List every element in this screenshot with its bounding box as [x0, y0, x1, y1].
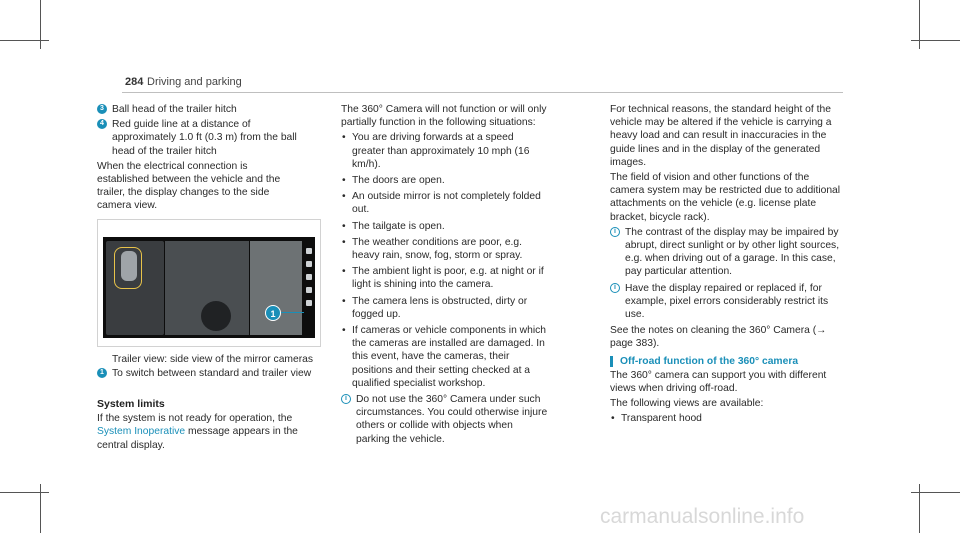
list-item	[97, 118, 301, 158]
paragraph: The 360° camera can support you with different views when driving off-road.	[610, 369, 827, 395]
text: message appears in the central display.	[97, 426, 298, 451]
figure-caption: Trailer view: side view of the mirror cameras	[112, 354, 314, 365]
column-3	[610, 103, 843, 429]
column-2	[341, 103, 549, 449]
text: If the system is not ready for operation, the	[97, 413, 293, 425]
number-badge: 4	[97, 119, 107, 129]
note	[610, 282, 843, 322]
paragraph: When the electrical connection is established between the vehicle and the trailer, the display changes to the side camera view.	[97, 160, 281, 212]
note	[610, 226, 843, 279]
mirror-camera-view	[250, 241, 302, 335]
car-icon	[121, 251, 137, 281]
column-1	[97, 103, 301, 215]
number-badge: 1	[97, 368, 107, 378]
crop-mark	[919, 0, 920, 49]
note	[341, 393, 549, 446]
paragraph: The following views are available:	[610, 398, 764, 410]
view-icon[interactable]	[306, 287, 312, 293]
number-badge: 3	[97, 104, 107, 114]
paragraph	[97, 412, 317, 452]
paragraph: For technical reasons, the standard height of the vehicle may be altered if the vehicle is carrying a heavy load and can result in inaccuracies in the guide lines and in the display of the generated images.	[610, 104, 832, 168]
figure-caption-area	[97, 353, 321, 382]
crop-mark	[0, 492, 49, 493]
bullet-list	[341, 131, 549, 390]
parking-icon[interactable]	[306, 248, 312, 254]
camera-figure	[97, 219, 321, 347]
paragraph: The field of vision and other functions of the camera system may be restricted due to additional attachments on the vehicle (e.g. license plate bracket, bicycle rack).	[610, 172, 841, 223]
note-text: Have the display repaired or replaced if, for example, pixel errors considerably restrict its use.	[625, 282, 829, 321]
bullet-item: • If cameras or vehicle components in which the cameras are installed are damaged. In this event, have the cameras, their positions and their setting checked at a qualified specialist workshop.	[341, 324, 549, 390]
crop-mark	[911, 492, 960, 493]
section-heading: Off-road function of the 360° camera	[610, 355, 843, 368]
note-text: The contrast of the display may be impaired by abrupt, direct sunlight or by other light sources, e.g. when driving out of a garage. In this case, pay particular attention.	[625, 226, 840, 278]
callout-line	[281, 312, 304, 313]
paragraph: The 360° Camera will not function or will only partially function in the following situations:	[341, 104, 547, 129]
list-item-text: Red guide line at a distance of approximately 1.0 ft (0.3 m) from the ball head of the trailer hitch	[112, 119, 297, 157]
page-heading: Driving and parking	[147, 76, 242, 88]
crop-mark	[911, 40, 960, 41]
list-item-text: Ball head of the trailer hitch	[112, 104, 237, 115]
list-item	[97, 103, 301, 116]
bullet-item: • The weather conditions are poor, e.g. heavy rain, snow, fog, storm or spray.	[341, 236, 549, 262]
note-text: Do not use the 360° Camera under such circumstances. You could otherwise injure others or collide with objects when parking the vehicle.	[356, 394, 548, 445]
list-item	[97, 367, 321, 380]
display-sidebar	[304, 241, 314, 335]
wheel-shape	[201, 301, 231, 331]
trailer-icon[interactable]	[306, 300, 312, 306]
info-icon: i	[341, 394, 351, 404]
display-screen	[103, 237, 315, 338]
bullet-item: • The doors are open.	[341, 174, 549, 187]
system-inoperative-link[interactable]: System Inoperative	[97, 426, 186, 438]
system-limits-section	[97, 395, 317, 454]
bullet-item: • The camera lens is obstructed, dirty or fogged up.	[341, 295, 549, 321]
bullet-item: • The tailgate is open.	[341, 220, 549, 233]
info-icon: i	[610, 283, 620, 293]
info-icon: i	[610, 227, 620, 237]
section-heading: System limits	[97, 398, 165, 410]
bullet-list	[610, 412, 843, 425]
side-camera-view	[165, 241, 249, 335]
person-icon[interactable]	[306, 274, 312, 280]
bullet-item: • An outside mirror is not completely folded out.	[341, 190, 549, 216]
list-item-text: To switch between standard and trailer view	[112, 368, 312, 380]
bullet-item: • Transparent hood	[610, 412, 843, 425]
bullet-item: • You are driving forwards at a speed greater than approximately 10 mph (16 km/h).	[341, 131, 549, 171]
page-number: 284	[125, 76, 144, 88]
crop-mark	[0, 40, 49, 41]
camera-icon[interactable]	[306, 261, 312, 267]
top-down-view	[106, 241, 164, 335]
paragraph: See the notes on cleaning the 360° Camera (→ page 383).	[610, 325, 827, 350]
callout-badge: 1	[265, 305, 281, 321]
bullet-item: • The ambient light is poor, e.g. at night or if light is shining into the camera.	[341, 265, 549, 291]
watermark: carmanualsonline.info	[600, 505, 805, 528]
crop-mark	[40, 0, 41, 49]
header-divider	[122, 92, 843, 93]
